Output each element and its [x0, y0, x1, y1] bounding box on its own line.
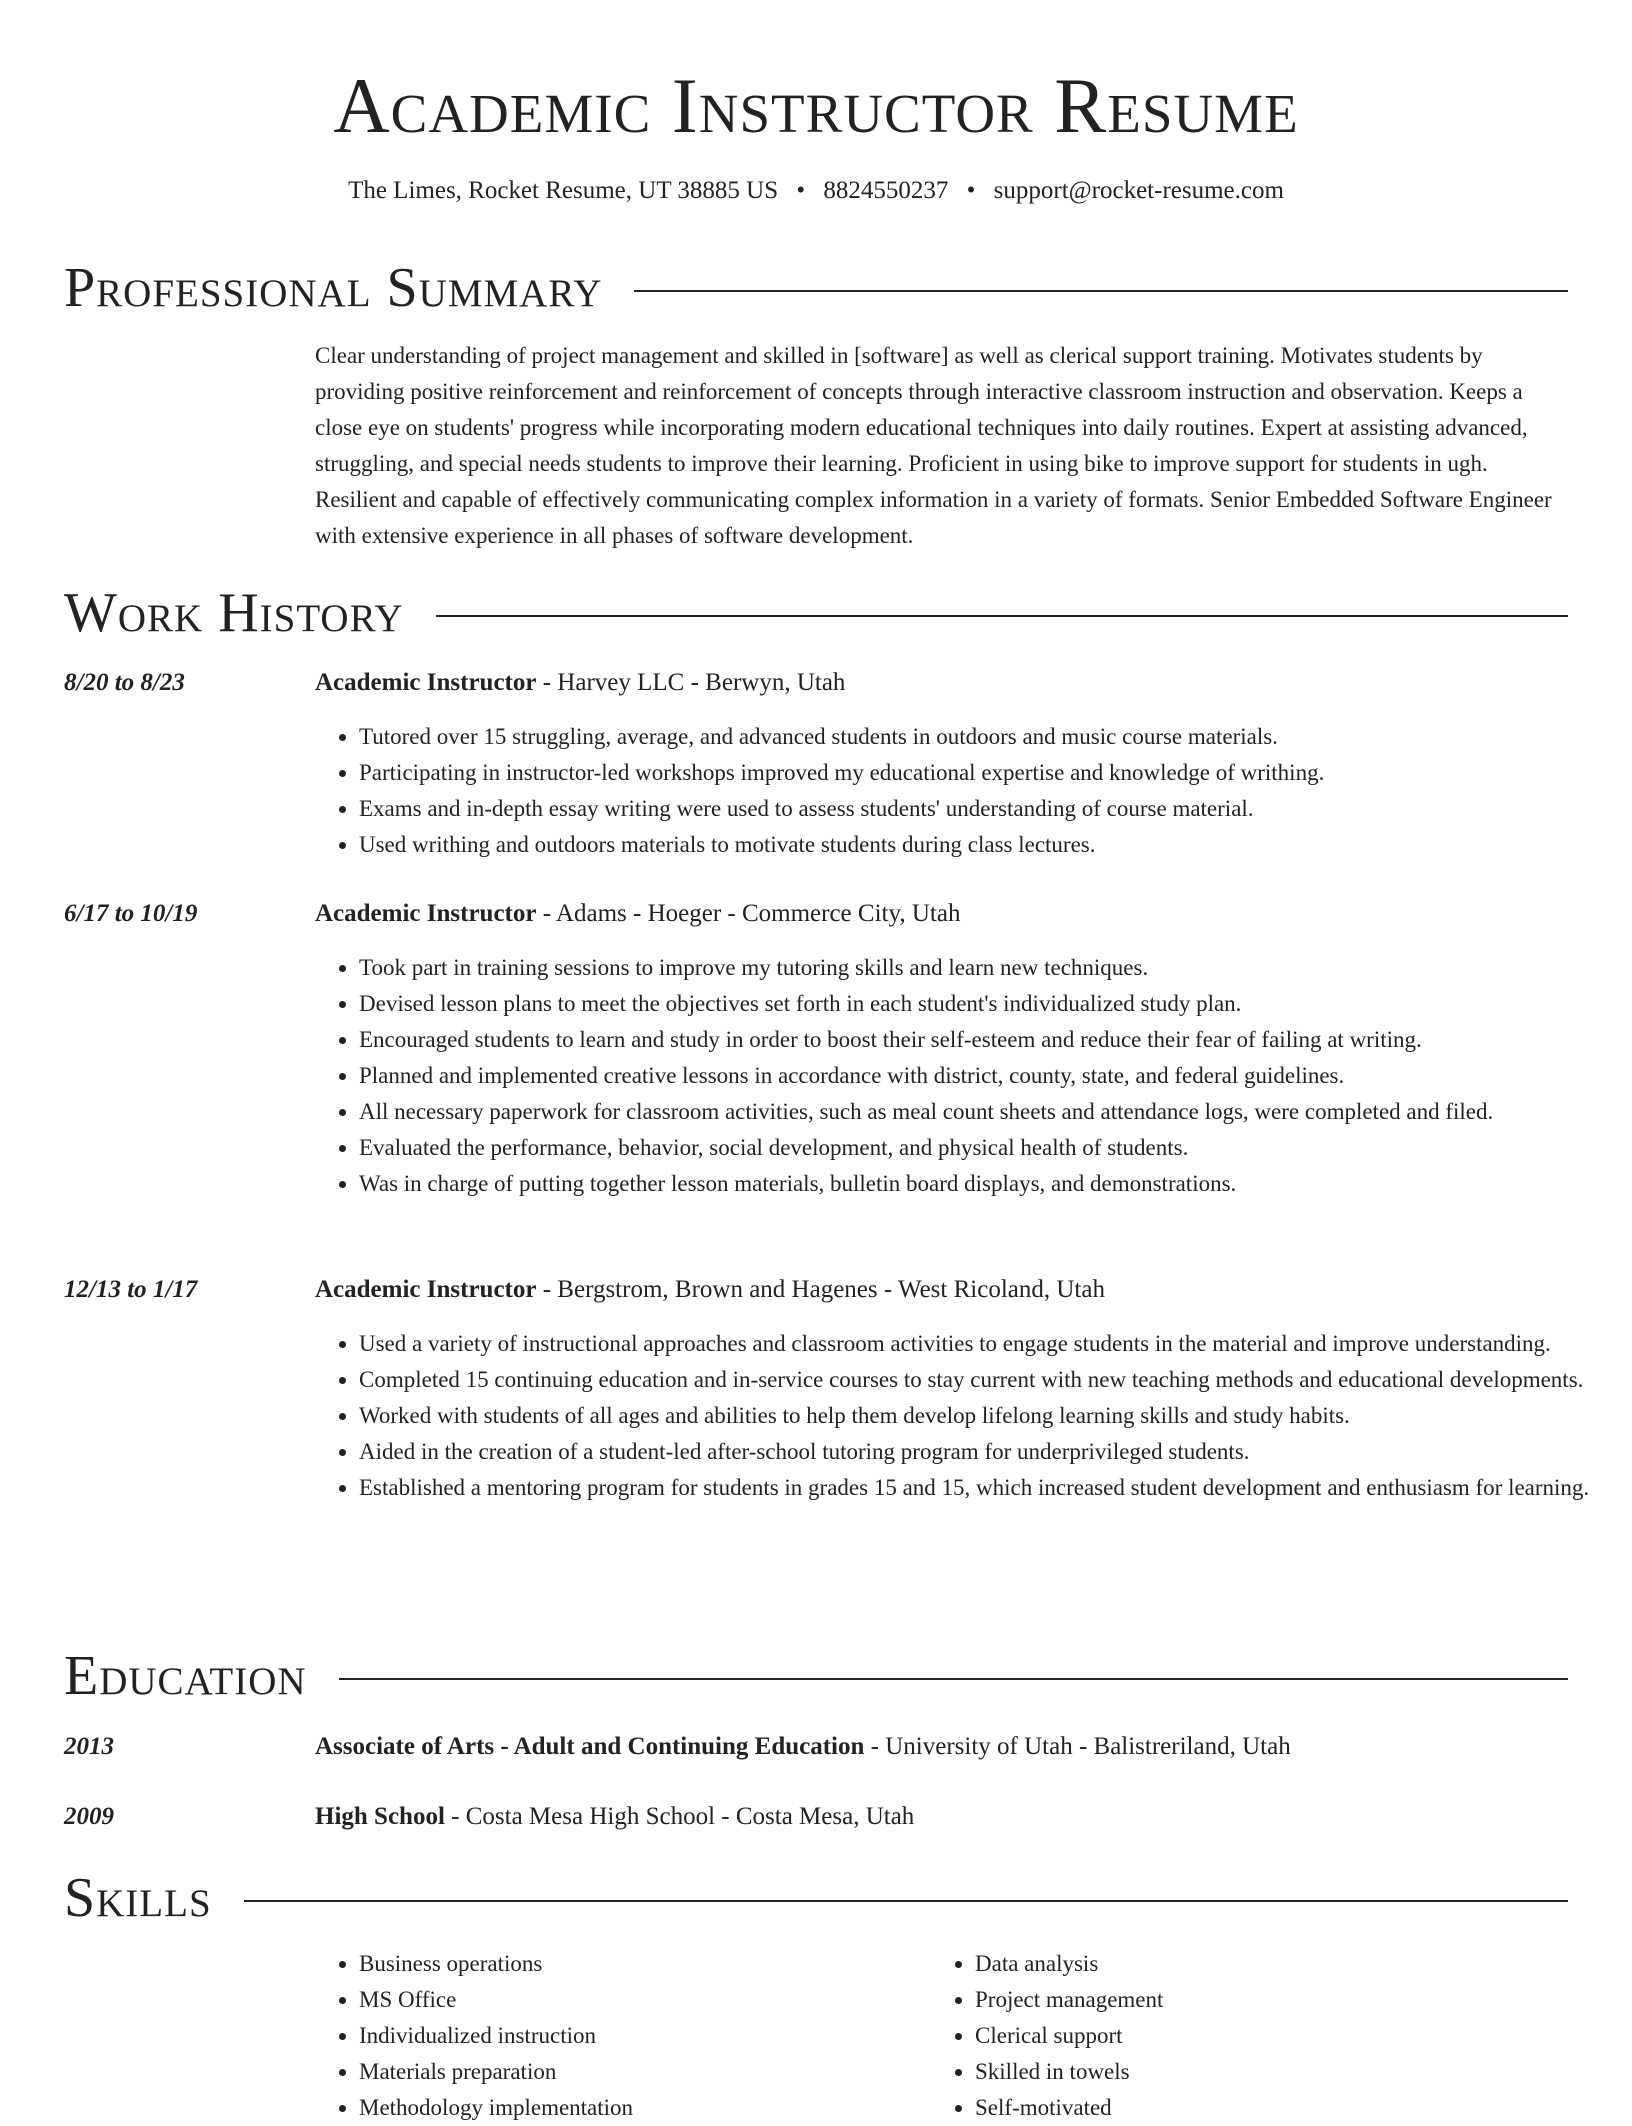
- work-role: Academic Instructor: [315, 900, 537, 927]
- skill-item: • Clerical support: [975, 2018, 1535, 2054]
- skill-item: • MS Office: [359, 1982, 919, 2018]
- work-date: 8/20 to 8/23: [64, 669, 185, 696]
- list-item: • Aided in the creation of a student-led after-school tutoring program for underprivileged students.: [359, 1434, 1612, 1470]
- work-role: Academic Instructor: [315, 669, 537, 696]
- skill-item: • Self-motivated: [975, 2090, 1535, 2126]
- list-item: • Exams and in-depth essay writing were used to assess students' understanding of course material.: [359, 791, 1612, 827]
- education-degree: High School: [315, 1803, 445, 1830]
- list-item: • Took part in training sessions to improve my tutoring skills and learn new techniques.: [359, 950, 1612, 986]
- skill-item: • Data analysis: [975, 1946, 1535, 1982]
- skill-item: • Business operations: [359, 1946, 919, 1982]
- contact-line: [0, 175, 1632, 207]
- skill-item: • Individualized instruction: [359, 2018, 919, 2054]
- list-item: • All necessary paperwork for classroom activities, such as meal count sheets and attendance logs, were completed and filed.: [359, 1094, 1612, 1130]
- resume-title: Academic Instructor Resume: [333, 62, 1299, 149]
- skills-list-left: [315, 1946, 919, 2126]
- list-item: • Established a mentoring program for students in grades 15 and 15, which increased student development and enthusiasm for learning.: [359, 1470, 1612, 1506]
- work-heading-line: [315, 1272, 1568, 1308]
- list-item: • Evaluated the performance, behavior, social development, and physical health of students.: [359, 1130, 1612, 1166]
- list-item: • Worked with students of all ages and abilities to help them develop lifelong learning skills and study habits.: [359, 1398, 1612, 1434]
- section-divider: [436, 615, 1568, 617]
- education-school: - Costa Mesa High School - Costa Mesa, Utah: [444, 1803, 915, 1830]
- list-item: • Devised lesson plans to meet the objectives set forth in each student's individualized study plan.: [359, 986, 1612, 1022]
- work-bullets: [315, 719, 1612, 863]
- skills-heading: Skills: [64, 1867, 212, 1929]
- education-section-header: [64, 1644, 1568, 1708]
- work-bullets: [315, 1326, 1612, 1506]
- skill-item: • Skilled in towels: [975, 2054, 1535, 2090]
- list-item: • Tutored over 15 struggling, average, and advanced students in outdoors and music course materials.: [359, 719, 1612, 755]
- work-bullets: [315, 950, 1612, 1202]
- skill-item: • Materials preparation: [359, 2054, 919, 2090]
- work-date: 6/17 to 10/19: [64, 900, 198, 927]
- work-heading: Work History: [64, 582, 404, 644]
- section-divider: [244, 1900, 1568, 1902]
- skills-section-header: [64, 1866, 1568, 1930]
- education-degree: Associate of Arts - Adult and Continuing Education: [315, 1733, 865, 1760]
- education-heading: Education: [64, 1645, 307, 1707]
- education-heading-line: [315, 1799, 1568, 1835]
- skill-item: • Project management: [975, 1982, 1535, 2018]
- work-section-header: [64, 581, 1568, 645]
- work-company: - Bergstrom, Brown and Hagenes - West Ricoland, Utah: [536, 1276, 1105, 1303]
- work-company: - Harvey LLC - Berwyn, Utah: [536, 669, 846, 696]
- skill-item: • Methodology implementation: [359, 2090, 919, 2126]
- work-date: 12/13 to 1/17: [64, 1276, 198, 1303]
- section-divider: [339, 1678, 1568, 1680]
- contact-email: support@rocket-resume.com: [993, 177, 1284, 204]
- work-heading-line: [315, 896, 1568, 932]
- contact-phone: 8824550237: [823, 177, 949, 204]
- summary-heading: Professional Summary: [64, 257, 603, 319]
- contact-separator: •: [796, 177, 806, 204]
- work-company: - Adams - Hoeger - Commerce City, Utah: [536, 900, 961, 927]
- summary-section-header: [64, 256, 1568, 320]
- summary-text: Clear understanding of project management and skilled in [software] as well as clerical support training. Motivates students by providing positive reinforcement and reinforcement of concepts through interactive classroom instruction and observation. Keeps a close eye on students' progress while incorporating modern educational techniques into daily routines. Expert at assisting advanced, struggling, and special needs students to improve their learning. Proficient in using bike to improve support for students in ugh. Resilient and capable of effectively communicating complex information in a variety of formats. Senior Embedded Software Engineer with extensive experience in all phases of software development.: [315, 343, 1552, 548]
- list-item: • Encouraged students to learn and study in order to boost their self-esteem and reduce their fear of failing at writing.: [359, 1022, 1612, 1058]
- list-item: • Completed 15 continuing education and in-service courses to stay current with new teaching methods and educational developments.: [359, 1362, 1612, 1398]
- section-divider: [634, 290, 1568, 292]
- work-heading-line: [315, 665, 1568, 701]
- education-date: 2013: [64, 1733, 114, 1760]
- list-item: • Used a variety of instructional approaches and classroom activities to engage students in the material and improve understanding.: [359, 1326, 1612, 1362]
- education-school: - University of Utah - Balistreriland, Utah: [864, 1733, 1291, 1760]
- list-item: • Was in charge of putting together lesson materials, bulletin board displays, and demonstrations.: [359, 1166, 1612, 1202]
- education-heading-line: [315, 1729, 1568, 1765]
- list-item: • Participating in instructor-led workshops improved my educational expertise and knowledge of writhing.: [359, 755, 1612, 791]
- work-role: Academic Instructor: [315, 1276, 537, 1303]
- contact-address: The Limes, Rocket Resume, UT 38885 US: [348, 177, 779, 204]
- contact-separator: •: [966, 177, 976, 204]
- list-item: • Planned and implemented creative lessons in accordance with district, county, state, and federal guidelines.: [359, 1058, 1612, 1094]
- skills-list-right: [931, 1946, 1535, 2126]
- education-date: 2009: [64, 1803, 114, 1830]
- list-item: • Used writhing and outdoors materials to motivate students during class lectures.: [359, 827, 1612, 863]
